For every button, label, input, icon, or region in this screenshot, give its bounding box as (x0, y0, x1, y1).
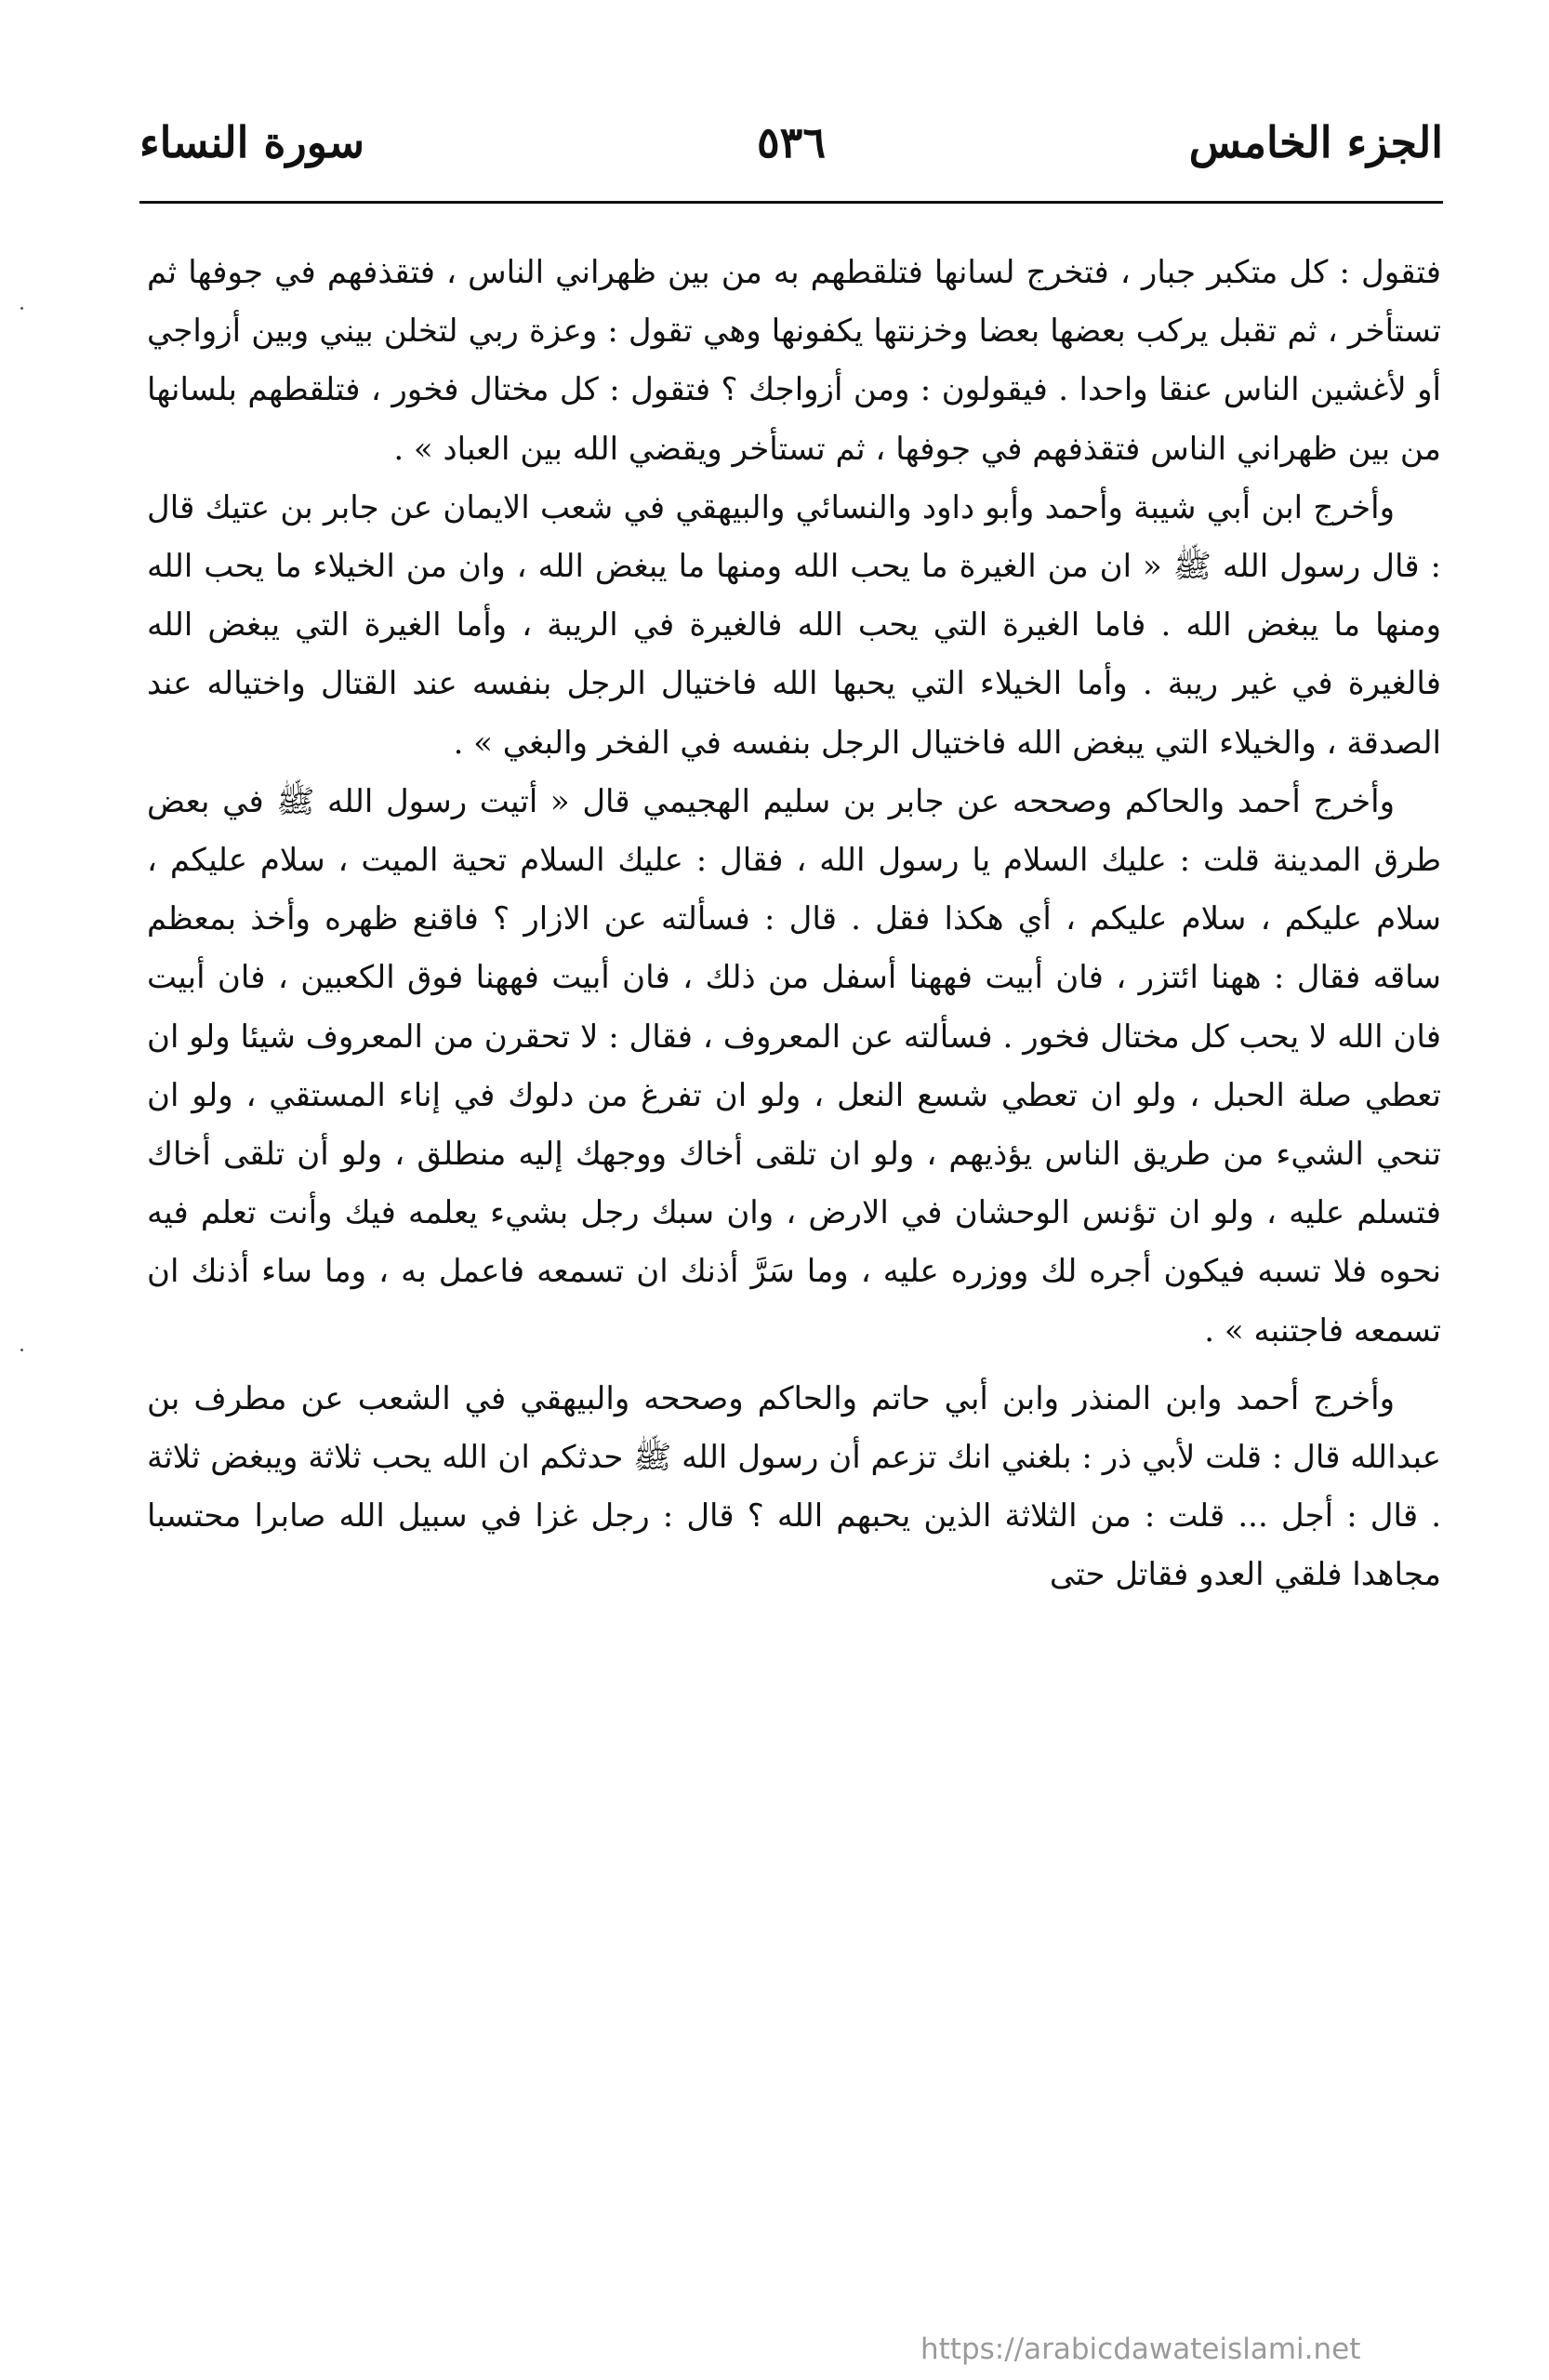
scan-speck (20, 1349, 23, 1351)
part-title: الجزء الخامس (1188, 117, 1443, 167)
running-header (139, 110, 1443, 175)
paragraph-hadith-jabir-hujaymi: وأخرج أحمد والحاكم وصححه عن جابر بن سليم الهجيمي قال « أتيت رسول الله ﷺ في بعض طرق المدينة قلت : عليك السلام يا رسول الله ، فقال : عليك السلام تحية الميت ، سلام عليكم ، سلام عليكم ، سلام عليكم ، أي هكذا فقل . قال : فسألته عن الازار ؟ فاقنع ظهره وأخذ بمعظم ساقه فقال : ههنا ائتزر ، فان أبيت فههنا أسفل من ذلك ، فان أبيت فههنا فوق الكعبين ، فان أبيت فان الله لا يحب كل مختال فخور . فسألته عن المعروف ، فقال : لا تحقرن من المعروف شيئا ولو ان تعطي صلة الحبل ، ولو ان تعطي شسع النعل ، ولو ان تفرغ من دلوك في إناء المستقي ، ولو ان تنحي الشيء من طريق الناس يؤذيهم ، ولو ان تلقى أخاك ووجهك إليه منطلق ، ولو أن تلقى أخاك فتسلم عليه ، ولو ان تؤنس الوحشان في الارض ، وان سبك رجل بشيء يعلمه فيك وأنت تعلم فيه نحوه فلا تسبه فيكون أجره لك ووزره عليه ، وما سَرَّ أذنك ان تسمعه فاعمل به ، وما ساء أذنك ان تسمعه فاجتنبه » . (147, 782, 1441, 1350)
paragraph-hadith-ghira: وأخرج ابن أبي شيبة وأحمد وأبو داود والنسائي والبيهقي في شعب الايمان عن جابر بن عتيك قال : قال رسول الله ﷺ « ان من الغيرة ما يحب الله ومنها ما يبغض الله ، وان من الخيلاء ما يحب الله ومنها ما يبغض الله . فاما الغيرة التي يحب الله فالغيرة في الريبة ، وأما الغيرة التي يبغض الله فالغيرة في غير ريبة . وأما الخيلاء التي يحبها الله فاختيال الرجل بنفسه عند القتال واختياله عند الصدقة ، والخيلاء التي يبغض الله فاختيال الرجل بنفسه في الفخر والبغي » . (147, 488, 1441, 762)
watermark-url: https://arabicdawateislami.net (920, 2333, 1361, 2366)
paragraph-continuation: فتقول : كل متكبر جبار ، فتخرج لسانها فتلقطهم به من بين ظهراني الناس ، فتقذفهم في جوفها ثم تستأخر ، ثم تقبل يركب بعضها بعضا وخزنتها يكفونها وهي تقول : وعزة ربي لتخلن بيني وبين أزواجي أو لأغشين الناس عنقا واحدا . فيقولون : ومن أزواجك ؟ فتقول : كل مختال فخور ، فتلقطهم بلسانها من بين ظهراني الناس فتقذفهم في جوفها ، ثم تستأخر ويقضي الله بين العباد » . (147, 254, 1441, 468)
paragraph-hadith-mutarrif: وأخرج أحمد وابن المنذر وابن أبي حاتم والحاكم وصححه والبيهقي في الشعب عن مطرف بن عبدالله قال : قلت لأبي ذر : بلغني انك تزعم أن رسول الله ﷺ حدثكم ان الله يحب ثلاثة ويبغض ثلاثة . قال : أجل ... قلت : من الثلاثة الذين يحبهم الله ؟ قال : رجل غزا في سبيل الله صابرا محتسبا مجاهدا فلقي العدو فقاتل حتى (147, 1379, 1441, 1594)
page-number: ٥٣٦ (756, 117, 827, 167)
surah-title: سورة النساء (139, 117, 364, 167)
page-body (147, 244, 1441, 1605)
scan-speck (20, 307, 23, 310)
header-divider (139, 201, 1443, 204)
